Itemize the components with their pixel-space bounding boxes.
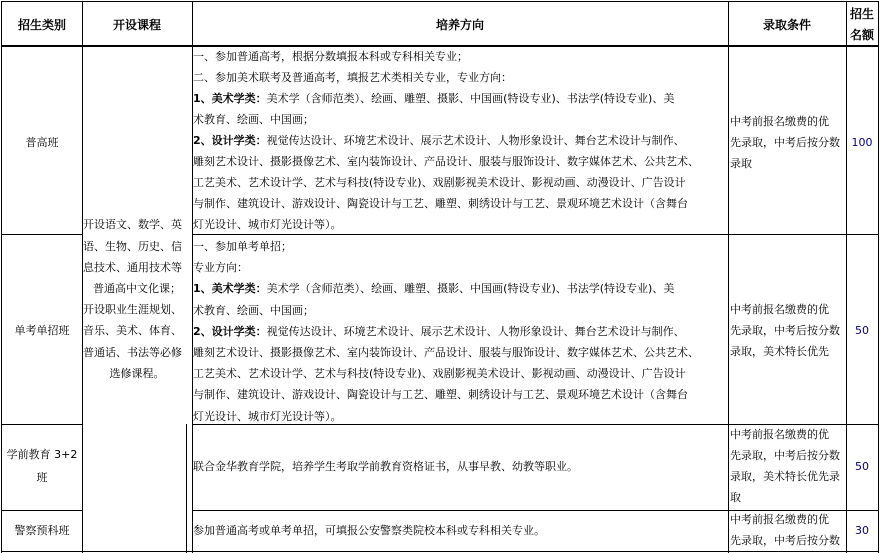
row-divider: [1, 234, 82, 235]
direction-line: 2、设计学类：视觉传达设计、环境艺术设计、展示艺术设计、人物形象设计、舞台艺术设计与制作、: [193, 134, 685, 147]
direction-line: 一、参加单考单招；: [193, 240, 292, 253]
direction-line: 一、参加普通高考，根据分数填报本科或专科相关专业；: [193, 50, 468, 63]
direction-line: 二、参加美术联考及普通高考，填报艺术类相关专业，专业方向：: [193, 71, 512, 84]
row-divider: [192, 510, 879, 511]
direction-line: 工艺美术、艺术设计学、艺术与科技(特设专业)、戏剧影视美术设计、影视动画、动漫设计、广告设计: [193, 176, 686, 189]
direction-line: 1、美术学类：美术学（含师范类）、绘画、雕塑、摄影、中国画(特设专业)、书法学(特设专业)、美: [193, 92, 675, 105]
direction-line: 联合金华教育学院，培养学生考取学前教育资格证书，从事早教、幼教等职业。: [193, 460, 578, 473]
quota-value: 50: [855, 324, 869, 337]
direction-line: 术教育、绘画、中国画；: [193, 113, 314, 126]
quota-value: 30: [855, 524, 869, 537]
direction-line: 专业方向：: [193, 261, 248, 275]
courses-text: 息技术、通用技术等: [83, 261, 182, 274]
direction-subheading: 1、美术学类：: [193, 282, 267, 296]
table-border-bottom: [1, 551, 879, 552]
courses-text: 选修课程。: [109, 367, 165, 380]
courses-text: 开设职业生涯规划、: [83, 303, 182, 316]
col-line: [1, 1, 2, 553]
header-category: 招生类别: [17, 18, 67, 32]
condition-line: 中考前报名缴费的优: [730, 428, 829, 441]
category-label: 学前教育 3+2: [6, 448, 78, 461]
courses-text: 开设语文、数学、英: [83, 218, 182, 231]
direction-line: 与制作、建筑设计、游戏设计、陶瓷设计与工艺、雕塑、刺绣设计与工艺、景观环境艺术设计（含舞台: [193, 197, 688, 210]
direction-subheading: 2、设计学类：: [193, 134, 267, 147]
header-divider: [1, 45, 879, 47]
condition-line: 录取，美术特长优先: [730, 345, 829, 358]
category-label: 普高班: [25, 136, 59, 149]
category-label: 单考单招班: [14, 324, 70, 337]
col-line: [846, 1, 847, 553]
col-line: [186, 424, 187, 553]
header-courses: 开设课程: [112, 18, 162, 32]
col-line: [82, 1, 83, 553]
header-condition: 录取条件: [762, 18, 812, 32]
header-quota: 名额: [849, 28, 875, 42]
condition-line: 先录取，中考后按分数: [730, 136, 840, 149]
condition-line: 中考前报名缴费的优: [730, 115, 829, 128]
row-divider: [192, 234, 879, 235]
table-border-top: [1, 1, 879, 2]
condition-line: 先录取，中考后按分数: [730, 324, 840, 337]
col-line: [728, 1, 729, 553]
courses-text: 普通话、书法等必修: [83, 346, 182, 359]
courses-text: 普通高中文化课；: [93, 282, 181, 295]
condition-line: 中考前报名缴费的优: [730, 303, 829, 316]
col-line: [878, 1, 879, 553]
header-direction: 培养方向: [435, 18, 485, 32]
courses-text: 语、生物、历史、信: [83, 240, 182, 253]
direction-line: 2、设计学类：视觉传达设计、环境艺术设计、展示艺术设计、人物形象设计、舞台艺术设计与制作、: [193, 324, 685, 338]
row-divider: [192, 424, 879, 425]
category-label: 班: [36, 471, 48, 484]
direction-line: 术教育、绘画、中国画；: [193, 303, 314, 317]
direction-line: 灯光设计、城市灯光设计等）。: [193, 218, 342, 231]
condition-line: 录取: [730, 157, 752, 170]
direction-line: 1、美术学类：美术学（含师范类）、绘画、雕塑、摄影、中国画(特设专业)、书法学(特设专业)、美: [193, 282, 675, 296]
direction-line: 工艺美术、艺术设计学、艺术与科技(特设专业)、戏剧影视美术设计、影视动画、动漫设计、广告设计: [193, 367, 686, 381]
condition-line: 取: [730, 491, 741, 504]
direction-subheading: 2、设计学类：: [193, 324, 267, 338]
condition-line: 先录取，中考后按分数: [730, 534, 840, 547]
row-divider: [1, 510, 82, 511]
condition-line: 录取，美术特长优先录: [730, 470, 840, 483]
condition-line: 先录取，中考后按分数: [730, 449, 840, 462]
condition-line: 中考前报名缴费的优: [730, 513, 829, 526]
row-divider: [1, 424, 82, 425]
courses-text: 音乐、美术、体育、: [83, 324, 182, 337]
direction-line: 灯光设计、城市灯光设计等）。: [193, 409, 342, 423]
category-label: 警察预科班: [14, 524, 70, 537]
quota-value: 100: [851, 136, 873, 149]
direction-line: 雕刻艺术设计、摄影摄像艺术、室内装饰设计、产品设计、服装与服饰设计、数字媒体艺术、公共艺术、: [193, 155, 699, 168]
direction-line: 与制作、建筑设计、游戏设计、陶瓷设计与工艺、雕塑、刺绣设计与工艺、景观环境艺术设计（含舞台: [193, 388, 688, 402]
quota-value: 50: [855, 460, 869, 473]
direction-line: 雕刻艺术设计、摄影摄像艺术、室内装饰设计、产品设计、服装与服饰设计、数字媒体艺术、公共艺术、: [193, 346, 699, 359]
direction-subheading: 1、美术学类：: [193, 92, 267, 105]
header-quota: 招生: [849, 7, 875, 21]
direction-line: 参加普通高考或单考单招，可填报公安警察类院校本科或专科相关专业。: [193, 524, 545, 537]
